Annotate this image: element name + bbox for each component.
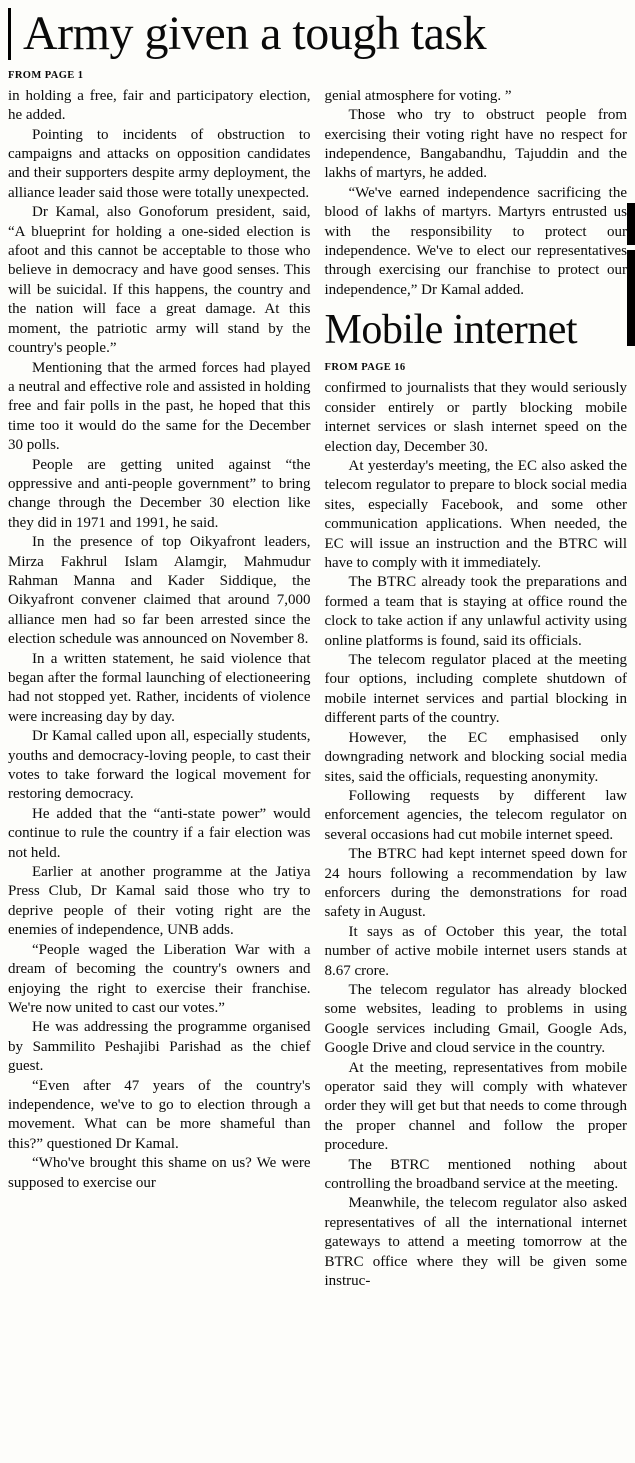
right-column [325,69,628,1292]
paragraph: “People waged the Liberation War with a dream of becoming the country's owners and enjoying the right to exercise their franchise. We're now united to cast our votes.” [8,941,311,1016]
paragraph: Dr Kamal, also Gonoforum president, said, “A blueprint for holding a one-sided election is afoot and this cannot be acceptable to those who believe in democracy and have good senses. This will be suicidal. If this happens, the country and the nation will face a great damage. At this moment, the patriotic army will stand by the country's people.” [8,204,311,357]
paragraph: Mentioning that the armed forces had played a neutral and effective role and assisted in holding free and fair polls in the past, he hoped that this time too it would do the same for the December 30 polls. [8,359,311,454]
page-edge-ink-artifact [627,203,635,245]
paragraph: “Even after 47 years of the country's independence, we've to go to election through a movement. What can be more shameful than this?” questioned Dr Kamal. [8,1077,311,1152]
paragraph: Earlier at another programme at the Jatiya Press Club, Dr Kamal said those who try to deprive people of their voting right are the enemies of independence, UNB adds. [8,864,311,939]
continuation-label-mobile: FROM PAGE 16 [324,362,406,374]
paragraph: in holding a free, fair and participatory election, he added. [8,87,311,124]
continuation-label-army: FROM PAGE 1 [8,69,84,81]
paragraph: The telecom regulator placed at the meeting four options, including complete shutdown of mobile internet services and partial blocking in different parts of the country. [324,652,627,727]
paragraph: The BTRC had kept internet speed down for 24 hours following a recommendation by law enforcers during the demonstrations for road safety in August. [324,846,627,921]
paragraph: The BTRC mentioned nothing about controlling the broadband service at the meeting. [324,1156,627,1193]
article-headline-mobile-internet: Mobile internet [324,307,578,354]
paragraph: At yesterday's meeting, the EC also asked the telecom regulator to prepare to block social media sites, especially Facebook, and some other communication applications. When needed, the EC will issue an instruction and the BTRC will have to comply with it immediately. [324,458,627,572]
paragraph: He was addressing the programme organised by Sammilito Peshajibi Parishad as the chief guest. [8,1019,311,1075]
paragraph: The BTRC already took the preparations and formed a team that is staying at office round the clock to take action if any unlawful activity using online platforms is found, said its officials. [324,574,627,649]
paragraph: Those who try to obstruct people from exercising their voting right have no respect for independence, Bangabandhu, Tajuddin and the lakhs of martyrs, he added. [324,107,627,182]
paragraph: “We've earned independence sacrificing the blood of lakhs of martyrs. Martyrs entrusted us with the responsibility to protect our independence. We've to elect our representatives through exercising our franchise to protect our independence,” Dr Kamal added. [324,184,627,298]
page-edge-ink-artifact [627,250,635,346]
article-columns [8,69,627,1292]
paragraph: Following requests by different law enforcement agencies, the telecom regulator on several occasions had cut mobile internet speed. [324,787,627,843]
paragraph: It says as of October this year, the total number of active mobile internet users stands at 8.67 crore. [324,923,627,979]
paragraph: confirmed to journalists that they would seriously consider entirely or partly blocking mobile internet services or slash internet speed on the election day, December 30. [324,380,627,455]
paragraph: People are getting united against “the oppressive and anti-people government” to bring change through the December 30 election like they did in 1971 and 1991, he said. [8,456,311,531]
paragraph: He added that the “anti-state power” would continue to rule the country if a fair election was not held. [8,805,311,861]
paragraph: genial atmosphere for voting. ” [324,87,512,104]
left-column [8,69,311,1193]
paragraph: However, the EC emphasised only downgrading network and blocking social media sites, said the officials, requesting anonymity. [324,729,627,785]
mobile-internet-article-text [325,379,628,1291]
paragraph: In a written statement, he said violence that began after the formal launching of electioneering had not stopped yet. Rather, incidents of violence were increasing day by day. [8,650,311,725]
paragraph: “Who've brought this shame on us? We were supposed to exercise our [8,1155,311,1191]
army-article-left-text [8,87,311,1193]
article-headline-army: Army given a tough task [8,8,627,60]
paragraph: Pointing to incidents of obstruction to campaigns and attacks on opposition candidates and their supporters despite army deployment, the alliance leader said those were totally unexpected. [8,126,311,201]
paragraph: At the meeting, representatives from mobile operator said they will comply with whatever order they will get but that needs to come through the proper channel and follow the proper procedure. [324,1059,627,1154]
paragraph: Dr Kamal called upon all, especially students, youths and democracy-loving people, to cast their votes to take forward the logical movement for restoring democracy. [8,728,311,803]
paragraph: The telecom regulator has already blocked some websites, leading to problems in using Google services including Gmail, Google Ads, Google Drive and cloud service in the country. [324,981,627,1057]
paragraph: Meanwhile, the telecom regulator also asked representatives of all the international internet gateways to attend a meeting tomorrow at the BTRC office where they will be given some instruc- [324,1195,627,1290]
paragraph: In the presence of top Oikyafront leaders, Mirza Fakhrul Islam Alamgir, Mahmudur Rahman Manna and Kader Siddique, the Oikyafront convener claimed that around 7,000 alliance men had so far been arrested since the election schedule was announced on November 8. [8,534,311,648]
army-article-right-text [325,87,628,300]
